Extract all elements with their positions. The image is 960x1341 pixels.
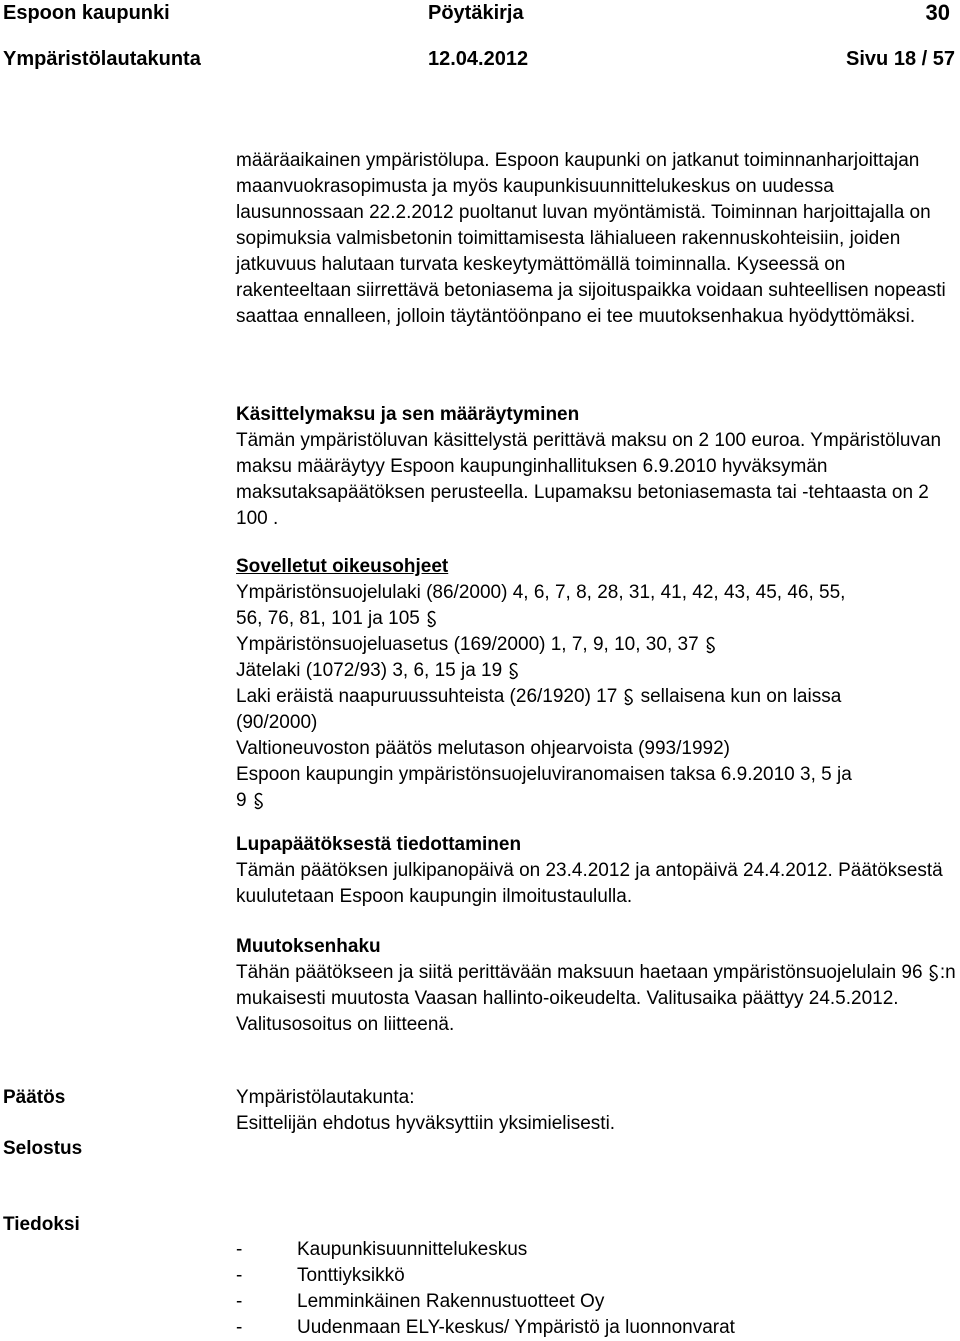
selostus-label: Selostus [3,1138,83,1159]
legal-section [236,554,956,814]
intro-paragraph: määräaikainen ympäristölupa. Espoon kaupunki on jatkanut toiminnanharjoittajan maanvuokrasopimusta ja myös kaupunkisuunnittelukeskus on uudessa lausunnossaan 22.2.2012 puoltanut luvan myöntämistä. Toiminnan harjoittajalla on sopimuksia valmisbetonin toimittamisesta lähialueen rakennuskohteisiin, joiden jatkuvuus halutaan turvata keskeytymättömällä toiminnalla. Kyseessä on rakenteeltaan siirrettävä betoniasema ja sijoituspaikka voidaan suhteellisen nopeasti saattaa ennalleen, jolloin täytäntöönpano ei tee muutoksenhakua hyödyttömäksi. [236,150,946,327]
legal-line [236,658,956,684]
list-dash: - [236,1291,243,1312]
appeal-text-b: :n mukaisesti muutosta Vaasan hallinto-oikeudelta. Valitusaika päättyy 24.5.2012. Valitusosoitus on liitteenä. [236,962,956,1035]
list-item-label: Uudenmaan ELY-keskus/ Ympäristö ja luonnonvarat [297,1317,735,1338]
legal-line-text: 9 [236,790,247,811]
decision-body-label: Ympäristölautakunta: [236,1087,415,1108]
section-sign-icon [705,636,717,656]
legal-line-text: Laki eräistä naapuruussuhteista (26/1920) 17 [236,686,618,707]
list-dash: - [236,1317,243,1338]
section-sign-icon [426,610,438,630]
fee-section [236,402,956,532]
header-section-number: 30 [925,0,950,25]
list-item [236,1263,956,1289]
legal-line [236,632,956,658]
list-dash: - [236,1239,243,1260]
list-item [236,1237,956,1263]
list-item [236,1289,956,1315]
legal-line-text: sellaisena kun on laissa [640,686,842,707]
legal-line-text: Ympäristönsuojeluasetus (169/2000) 1, 7, 9, 10, 30, 37 [236,634,699,655]
legal-line: Espoon kaupungin ympäristönsuojeluviranomaisen taksa 6.9.2010 3, 5 ja [236,764,852,785]
section-sign-icon [623,688,635,708]
header-doc-type: Pöytäkirja [428,2,524,24]
legal-line: Valtioneuvoston päätös melutason ohjearvoista (993/1992) [236,738,730,759]
header-committee: Ympäristölautakunta [3,48,201,70]
appeal-text-a: Tähän päätökseen ja siitä perittävään maksuun haetaan ympäristönsuojelulain 96 [236,962,923,983]
tiedoksi-label: Tiedoksi [3,1214,80,1235]
header-date: 12.04.2012 [428,48,529,70]
notice-heading: Lupapäätöksestä tiedottaminen [236,834,522,855]
legal-line-text: Jätelaki (1072/93) 3, 6, 15 ja 19 [236,660,503,681]
distribution-list [236,1237,956,1341]
legal-line-text: 56, 76, 81, 101 ja 105 [236,608,420,629]
decision-label: Päätös [3,1087,66,1108]
appeal-section [236,934,956,1038]
legal-line [236,684,956,710]
section-sign-icon [253,792,265,812]
legal-line [236,606,956,632]
legal-line: Ympäristönsuojelulaki (86/2000) 4, 6, 7, 8, 28, 31, 41, 42, 43, 45, 46, 55, [236,582,846,603]
list-item-label: Kaupunkisuunnittelukeskus [297,1239,528,1260]
legal-heading: Sovelletut oikeusohjeet [236,556,449,577]
notice-section [236,832,956,910]
fee-heading: Käsittelymaksu ja sen määräytyminen [236,404,580,425]
header-page: Sivu 18 / 57 [846,48,955,70]
section-sign-icon [928,964,940,984]
list-item-label: Lemminkäinen Rakennustuotteet Oy [297,1291,605,1312]
decision-body [236,1085,956,1137]
appeal-text [236,960,956,1038]
legal-line: (90/2000) [236,712,318,733]
legal-line [236,788,956,814]
section-sign-icon [508,662,520,682]
appeal-heading: Muutoksenhaku [236,936,381,957]
list-item-label: Tonttiyksikkö [297,1265,405,1286]
list-dash: - [236,1265,243,1286]
fee-text: Tämän ympäristöluvan käsittelystä perittävä maksu on 2 100 euroa. Ympäristöluvan maksu määräytyy Espoon kaupunginhallituksen 6.9.2010 hyväksymän maksutaksapäätöksen perusteella. Lupamaksu betoniasemasta tai -tehtaasta on 2 100 . [236,430,942,529]
header-organization: Espoon kaupunki [3,2,170,24]
notice-text: Tämän päätöksen julkipanopäivä on 23.4.2012 ja antopäivä 24.4.2012. Päätöksestä kuulutetaan Espoon kaupungin ilmoitustaululla. [236,860,943,907]
list-item [236,1315,956,1341]
decision-text: Esittelijän ehdotus hyväksyttiin yksimielisesti. [236,1113,616,1134]
